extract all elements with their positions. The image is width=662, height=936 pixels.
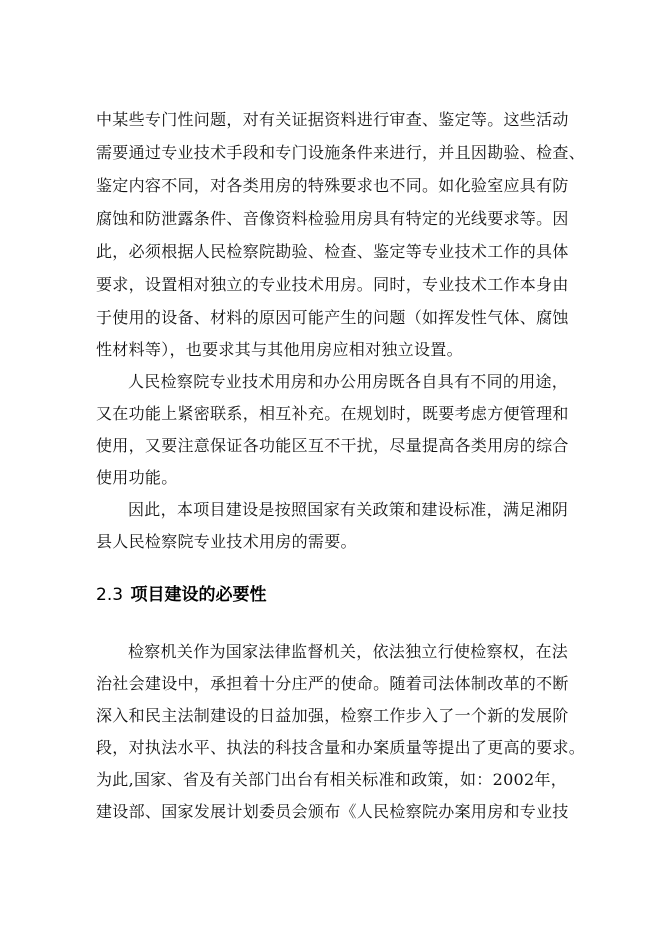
text-line: 需要通过专业技术手段和专门设施条件来进行，并且因勘验、检查、: [96, 143, 586, 162]
text-line: 使用，又要注意保证各功能区互不干扰，尽量提高各类用房的综合: [96, 436, 569, 455]
text-line: 又在功能上紧密联系，相互补充。在规划时，既要考虑方便管理和: [96, 404, 569, 423]
text-line: 检察机关作为国家法律监督机关，依法独立行使检察权，在法: [128, 642, 569, 661]
section-heading: [96, 584, 266, 606]
text-line: 治社会建设中，承担着十分庄严的使命。随着司法体制改革的不断: [96, 674, 569, 693]
text-line: 此，必须根据人民检察院勘验、检查、鉴定等专业技术工作的具体: [96, 242, 569, 261]
text-line: 深入和民主法制建设的日益加强，检察工作步入了一个新的发展阶: [96, 706, 569, 725]
text-line: 段，对执法水平、执法的科技含量和办案质量等提出了更高的要求。: [96, 738, 586, 757]
section-title: 项目建设的必要性: [130, 585, 267, 605]
text-line: 性材料等），也要求其与其他用房应相对独立设置。: [96, 340, 463, 359]
text-line: 县人民检察院专业技术用房的需要。: [96, 532, 357, 551]
text-line: 中某些专门性问题，对有关证据资料进行审查、鉴定等。这些活动: [96, 110, 569, 129]
section-number: 2.3: [96, 585, 124, 605]
text-line: 于使用的设备、材料的原因可能产生的问题（如挥发性气体、腐蚀: [96, 308, 569, 327]
text-line: 使用功能。: [96, 468, 178, 487]
text-line: 人民检察院专业技术用房和办公用房既各自具有不同的用途，: [128, 372, 569, 391]
text-line: 腐蚀和防泄露条件、音像资料检验用房具有特定的光线要求等。因: [96, 209, 569, 228]
text-line: 建设部、国家发展计划委员会颁布《人民检察院办案用房和专业技: [96, 802, 569, 821]
text-line: 要求，设置相对独立的专业技术用房。同时，专业技术工作本身由: [96, 275, 569, 294]
text-line: 鉴定内容不同，对各类用房的特殊要求也不同。如化验室应具有防: [96, 176, 569, 195]
text-line: 因此，本项目建设是按照国家有关政策和建设标准，满足湘阴: [128, 500, 569, 519]
text-line: 为此,国家、省及有关部门出台有相关标准和政策，如：2002年，: [96, 770, 568, 789]
